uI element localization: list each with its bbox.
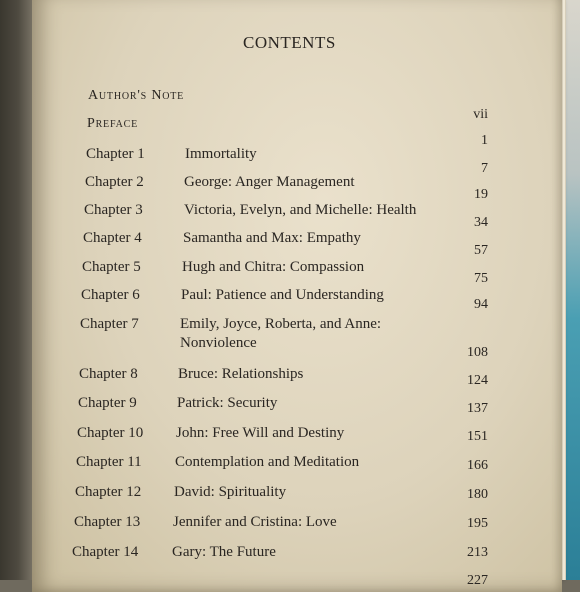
chapter-title-line-2: Nonviolence: [180, 335, 257, 351]
chapter-number: Chapter 14: [72, 544, 139, 560]
chapter-number: Chapter 10: [77, 425, 144, 441]
chapter-title-line: Emily, Joyce, Roberta, and Anne:: [180, 316, 382, 332]
page-number: 213: [467, 545, 488, 560]
chapter-title-line: Immortality: [185, 146, 257, 162]
chapter-title-line: Bruce: Relationships: [178, 366, 304, 382]
chapter-title: [172, 544, 276, 561]
chapter-title-line: Victoria, Evelyn, and Michelle: Health: [184, 202, 417, 218]
chapter-number: Chapter 1: [86, 146, 145, 162]
contents-heading: CONTENTS: [243, 33, 336, 52]
chapter-title: [178, 366, 303, 383]
page-number: 180: [467, 487, 488, 502]
page-number: 75: [474, 271, 488, 286]
page-number: 227: [467, 573, 488, 588]
chapter-title-line: Jennifer and Cristina: Love: [173, 514, 337, 530]
preface-page-number: vii: [473, 107, 488, 122]
chapter-title-line: Hugh and Chitra: Compassion: [182, 259, 365, 275]
page-number: 108: [467, 345, 488, 360]
chapter-number: Chapter 9: [78, 395, 137, 411]
chapter-title-line: Samantha and Max: Empathy: [183, 230, 361, 246]
chapter-title: [174, 484, 286, 501]
chapter-number: Chapter 5: [82, 259, 141, 275]
chapter-title-line: Gary: The Future: [172, 544, 276, 560]
page-number: 195: [467, 516, 488, 531]
chapter-title-line: John: Free Will and Destiny: [176, 425, 345, 441]
page-number: 137: [467, 401, 488, 416]
chapter-number: Chapter 13: [74, 514, 141, 530]
page-number: 166: [467, 458, 488, 473]
chapter-title: [184, 202, 416, 219]
chapter-number: Chapter 12: [75, 484, 142, 500]
chapter-title: [173, 514, 337, 531]
chapter-number: Chapter 8: [79, 366, 138, 382]
chapter-title: [181, 287, 384, 304]
chapter-title-line: David: Spirituality: [174, 484, 287, 500]
chapter-number: Chapter 3: [84, 202, 143, 218]
chapter-number: Chapter 11: [76, 454, 142, 470]
chapter-title: [183, 230, 361, 247]
chapter-number: Chapter 4: [83, 230, 142, 246]
chapter-title: [182, 259, 364, 276]
chapter-title: [176, 425, 344, 442]
chapter-title: [184, 174, 355, 191]
chapter-title: [180, 316, 381, 352]
chapter-title-line: Patrick: Security: [177, 395, 278, 411]
chapter-title: [185, 146, 257, 163]
page-number: 94: [474, 297, 488, 312]
page-number: 57: [474, 243, 488, 258]
page-number: 34: [474, 215, 488, 230]
chapter-title-line: George: Anger Management: [184, 174, 355, 190]
chapter-title-line: Contemplation and Meditation: [175, 454, 360, 470]
chapter-title-line: Paul: Patience and Understanding: [181, 287, 384, 303]
page-number: 7: [481, 161, 488, 176]
chapter-title: [175, 454, 359, 471]
chapter-number: Chapter 7: [80, 316, 139, 332]
page-number: 1: [481, 133, 488, 148]
chapter-number: Chapter 6: [81, 287, 140, 303]
page-number: 151: [467, 429, 488, 444]
front-matter-preface: Preface: [87, 116, 138, 131]
page-number: 19: [474, 187, 488, 202]
chapter-title: [177, 395, 277, 412]
page-number: 124: [467, 373, 488, 388]
chapter-number: Chapter 2: [85, 174, 144, 190]
front-matter-authors-note: Author's Note: [88, 88, 185, 103]
